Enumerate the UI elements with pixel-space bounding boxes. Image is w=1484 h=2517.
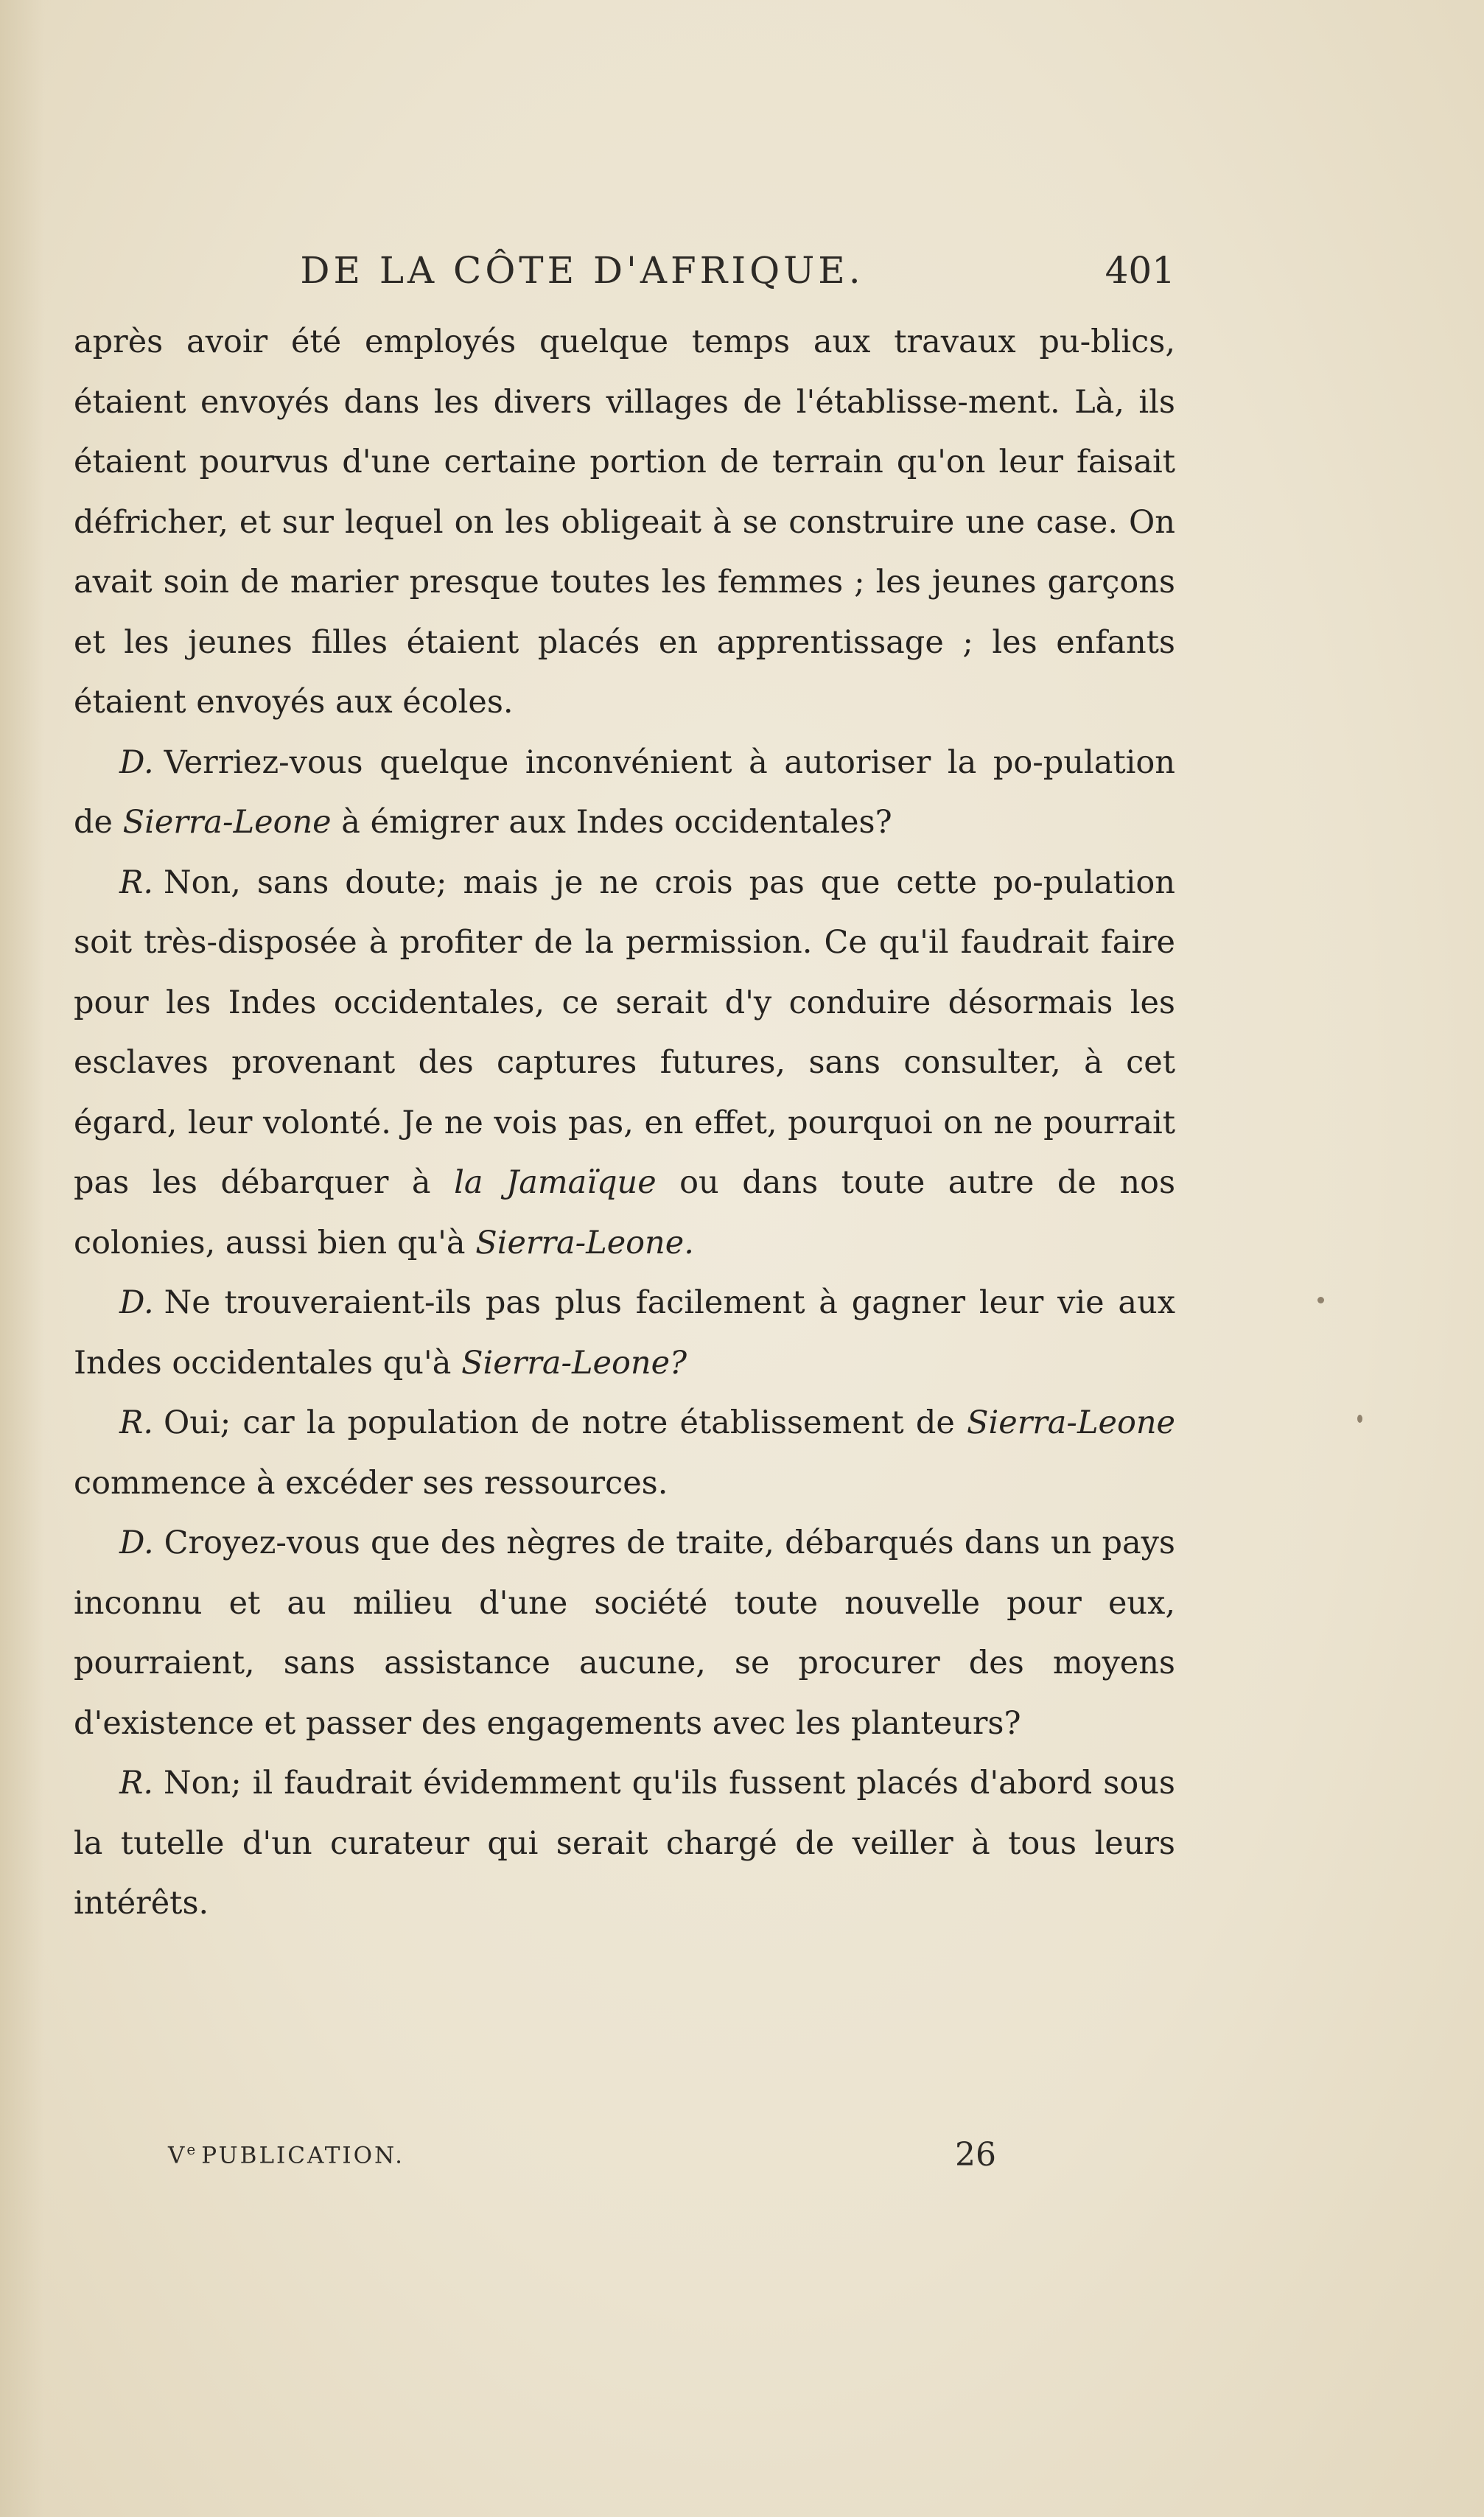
text-run: Non; il faudrait évidemment qu'ils fussent placés d'abord sous la tutelle d'un curateur qui serait chargé de veiller à tous leurs intérêts. — [74, 1765, 1175, 1922]
page-edge-shadow — [0, 0, 44, 2517]
body-text — [74, 312, 1175, 1934]
paragraph — [74, 853, 1175, 1274]
page-number: 401 — [1105, 249, 1175, 292]
text-run: Croyez-vous que des nègres de traite, débarqués dans un pays inconnu et au milieu d'une société toute nouvelle pour eux, pourraient, sans assistance aucune, se procurer des moyens d'existence et passer des engagements avec les planteurs? — [74, 1524, 1175, 1742]
text-run: à émigrer aux Indes occidentales? — [331, 804, 892, 841]
speaker-label: D. — [119, 743, 154, 781]
text-run: Ne trouveraient-ils pas plus facilement à gagner leur vie aux Indes occidentales qu'à — [74, 1284, 1175, 1382]
paragraph — [74, 733, 1175, 853]
text-run: après avoir été employés quelque temps aux travaux pu-blics, étaient envoyés dans les divers villages de l'établisse-ment. Là, ils étaient pourvus d'une certaine portion de terrain qu'on leur faisait défricher, et sur lequel on les obligeait à se construire une case. On avait soin de marier presque toutes les femmes ; les jeunes garçons et les jeunes filles étaient placés en apprentissage ; les enfants étaient envoyés aux écoles. — [74, 323, 1175, 721]
signature-mark — [168, 2140, 405, 2168]
italic-text: Sierra-Leone — [122, 804, 332, 841]
speaker-label: R. — [119, 864, 154, 901]
italic-text: Sierra-Leone. — [475, 1224, 694, 1261]
paper-speck — [1357, 1415, 1362, 1423]
paragraph — [74, 312, 1175, 733]
paragraph — [74, 1513, 1175, 1754]
paper-speck — [1317, 1297, 1324, 1303]
speaker-label: D. — [119, 1284, 154, 1321]
paragraph — [74, 1393, 1175, 1513]
signature-text: PUBLICATION. — [201, 2142, 405, 2169]
page-footer — [0, 2136, 1484, 2192]
text-run: Non, sans doute; mais je ne crois pas que cette po-pulation soit très-disposée à profiter de la permission. Ce qu'il faudrait faire pour les Indes occidentales, ce serait d'y conduire désormais les esclaves provenant des captures futures, sans consulter, à cet égard, leur volonté. Je ne vois pas, en effet, pourquoi on ne pourrait pas les débarquer à — [74, 864, 1175, 1201]
speaker-label: R. — [119, 1404, 154, 1441]
sheet-number: 26 — [955, 2136, 996, 2174]
text-run: Verriez-vous quelque inconvénient à autoriser la po-pulation de — [74, 743, 1175, 841]
italic-text: Sierra-Leone? — [461, 1344, 687, 1382]
paragraph — [74, 1273, 1175, 1393]
speaker-label: R. — [119, 1765, 154, 1802]
italic-text: la Jamaïque — [454, 1164, 657, 1201]
text-run: commence à excéder ses ressources. — [74, 1464, 668, 1502]
running-title: DE LA CÔTE D'AFRIQUE. — [300, 249, 864, 292]
text-run: ou dans toute autre de nos colonies, aussi bien qu'à — [74, 1164, 1176, 1261]
speaker-label: D. — [119, 1524, 154, 1561]
signature-numeral: V — [168, 2142, 187, 2169]
paragraph — [74, 1754, 1175, 1934]
running-head — [74, 249, 1175, 301]
text-run: Oui; car la population de notre établissement de — [164, 1404, 967, 1441]
italic-text: Sierra-Leone — [967, 1404, 1175, 1441]
signature-superscript: e — [186, 2140, 196, 2158]
